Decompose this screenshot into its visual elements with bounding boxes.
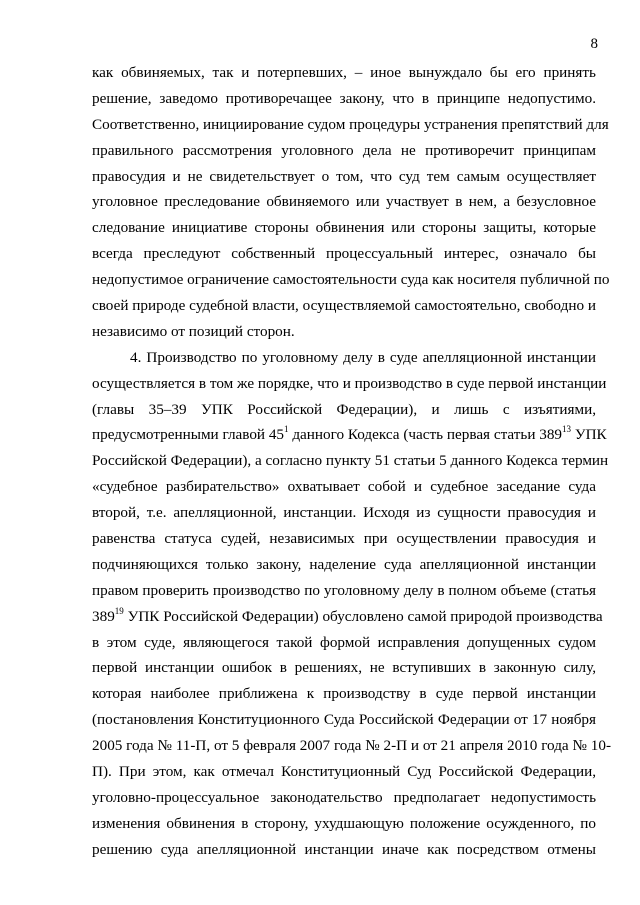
text-line: равенства статуса судей, независимых при осуществлении правосудия и — [92, 530, 596, 548]
text-line: правом проверить производство по уголовному делу в полном объеме (статья — [92, 581, 596, 599]
text-line: в этом суде, являющегося такой формой исправления допущенных судом — [92, 633, 596, 651]
text-line: 2005 года № 11-П, от 5 февраля 2007 года № 2-П и от 21 апреля 2010 года № 10- — [92, 737, 611, 755]
superscript: 1 — [284, 424, 289, 435]
text-line: следование инициативе стороны обвинения или стороны защиты, которые — [92, 219, 596, 237]
text-fragment: УПК Российской Федерации) обусловлено самой природой производства — [123, 607, 603, 625]
paragraph-first-line: 4. Производство по уголовному делу в суде апелляционной инстанции — [130, 348, 596, 366]
text-fragment: данного Кодекса (часть первая статьи 389 — [288, 426, 563, 444]
text-line: своей природе судебной власти, осуществляемой самостоятельно, свободно и — [92, 297, 596, 315]
superscript: 13 — [562, 424, 572, 435]
text-fragment: УПК — [571, 426, 607, 444]
text-line: (постановления Конституционного Суда Российской Федерации от 17 ноября — [92, 711, 596, 729]
text-fragment: предусмотренными главой 45 — [92, 426, 285, 444]
text-line: всегда преследуют собственный процессуальный интерес, означало бы — [92, 245, 596, 263]
text-line: (главы 35–39 УПК Российской Федерации), и лишь с изъятиями, — [92, 400, 596, 418]
text-line: недопустимое ограничение самостоятельности суда как носителя публичной по — [92, 271, 610, 289]
text-line: правосудия и не свидетельствует о том, что суд тем самым осуществляет — [92, 167, 596, 185]
text-line: решению суда апелляционной инстанции иначе как посредством отмены — [92, 840, 596, 858]
text-line: независимо от позиций сторон. — [92, 322, 295, 340]
text-line: Российской Федерации), а согласно пункту 51 статьи 5 данного Кодекса термин — [92, 452, 609, 470]
text-line: правильного рассмотрения уголовного дела не противоречит принципам — [92, 141, 596, 159]
body-text — [92, 60, 611, 863]
text-line: второй, т.е. апелляционной, инстанции. Исходя из сущности правосудия и — [92, 504, 596, 522]
text-line: Соответственно, инициирование судом процедуры устранения препятствий для — [92, 115, 609, 133]
text-line: уголовно-процессуальное законодательство предполагает недопустимость — [92, 788, 596, 806]
text-line: уголовное преследование обвиняемого или участвует в нем, а безусловное — [92, 193, 596, 211]
text-line-with-superscripts — [92, 604, 603, 630]
text-line: изменения обвинения в сторону, ухудшающую положение осужденного, по — [92, 814, 596, 832]
superscript: 19 — [114, 605, 124, 616]
text-line: П). При этом, как отмечал Конституционный Суд Российской Федерации, — [92, 763, 596, 781]
text-line: решение, заведомо противоречащее закону, что в принципе недопустимо. — [92, 89, 596, 107]
text-line: подчиняющихся только закону, наделение суда апелляционной инстанции — [92, 555, 596, 573]
text-line: как обвиняемых, так и потерпевших, – иное вынуждало бы его принять — [92, 64, 596, 81]
text-line: «судебное разбирательство» охватывает собой и судебное заседание суда — [92, 478, 596, 496]
page-number: 8 — [590, 36, 598, 52]
text-fragment: 389 — [92, 607, 115, 625]
text-line: которая наиболее приближена к производству в суде первой инстанции — [92, 685, 596, 703]
text-line: первой инстанции ошибок в решениях, не вступивших в законную силу, — [92, 659, 596, 677]
text-line-with-superscripts — [92, 422, 607, 448]
text-line: осуществляется в том же порядке, что и производство в суде первой инстанции — [92, 374, 607, 392]
